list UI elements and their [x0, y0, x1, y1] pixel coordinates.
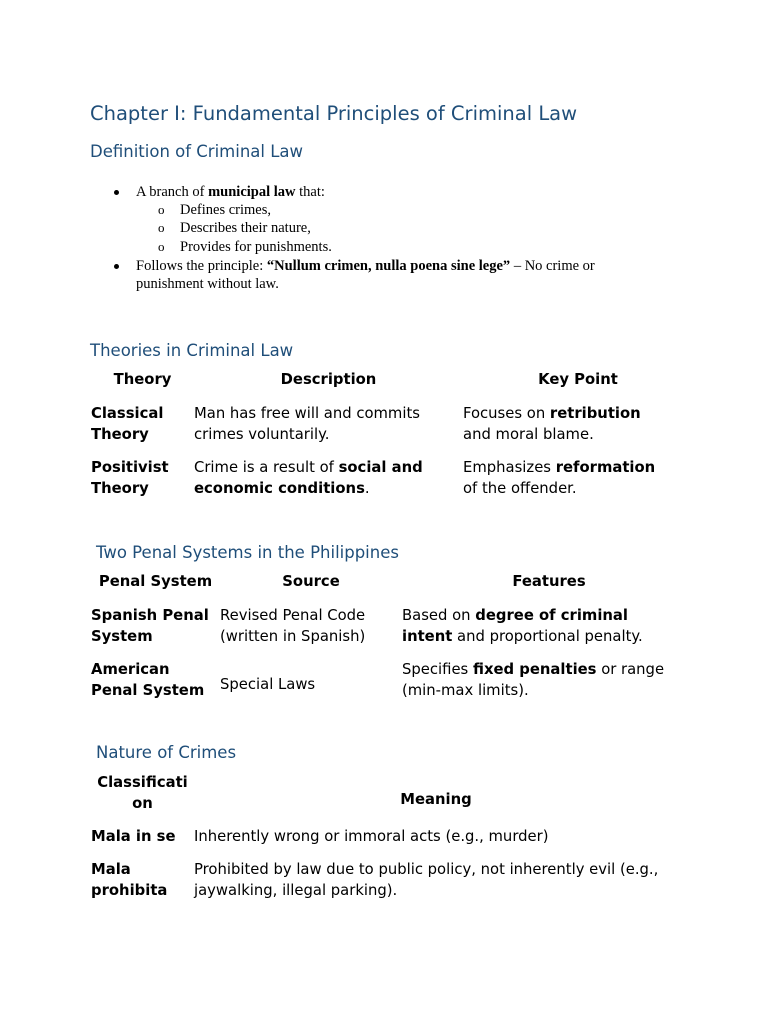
circle-bullet-icon: o — [158, 202, 165, 217]
table-row — [91, 826, 678, 859]
column-header: Meaning — [400, 790, 472, 808]
table-row — [91, 659, 696, 709]
table-row — [91, 605, 696, 659]
table-header-row — [91, 571, 696, 605]
table-row — [91, 457, 693, 507]
table-header-row — [91, 369, 693, 403]
crime-meaning: Inherently wrong or immoral acts (e.g., murder) — [194, 828, 549, 845]
column-header: Description — [280, 371, 377, 388]
bullet-icon — [114, 190, 119, 195]
penal-heading: Two Penal Systems in the Philippines — [96, 543, 399, 562]
definition-list: A branch of municipal law that: o Defines crimes, o Describes their nature, o Provides for punishments. Follows the principle: “Nullum crimen, nulla poena sine lege” – No crime or punishment without law. — [114, 183, 674, 303]
theory-name: Classical Theory — [91, 405, 164, 443]
crime-classification: Mala prohibita — [91, 861, 168, 899]
system-source: Revised Penal Code (written in Spanish) — [220, 607, 366, 645]
theories-table — [91, 369, 693, 507]
crime-classification: Mala in se — [91, 828, 176, 845]
theory-key-point: Focuses on retribution and moral blame. — [463, 405, 641, 443]
nature-heading: Nature of Crimes — [96, 743, 237, 762]
penal-systems-table — [91, 571, 696, 709]
column-header: Penal System — [98, 573, 213, 590]
system-name: Spanish Penal System — [91, 607, 209, 645]
circle-bullet-icon: o — [158, 239, 165, 254]
nature-table — [91, 772, 678, 909]
column-header: Features — [512, 573, 586, 590]
system-name: American Penal System — [91, 661, 205, 699]
table-row — [91, 859, 678, 909]
theory-description: Man has free will and commits crimes voluntarily. — [194, 405, 420, 443]
column-header: Key Point — [538, 371, 618, 388]
system-source: Special Laws — [220, 675, 316, 693]
bullet-icon — [114, 264, 119, 269]
column-header: Classificati on — [97, 774, 188, 812]
theories-heading: Theories in Criminal Law — [90, 341, 294, 360]
system-features: Based on degree of criminal intent and proportional penalty. — [402, 607, 643, 645]
chapter-title: Chapter I: Fundamental Principles of Criminal Law — [90, 102, 578, 125]
system-features: Specifies fixed penalties or range (min-max limits). — [402, 661, 665, 699]
theory-description: Crime is a result of social and economic conditions. — [194, 459, 423, 497]
column-header: Theory — [113, 371, 172, 388]
crime-meaning: Prohibited by law due to public policy, not inherently evil (e.g., jaywalking, illegal parking). — [194, 861, 659, 899]
table-row — [91, 403, 693, 457]
circle-bullet-icon: o — [158, 220, 165, 235]
table-header-row — [91, 772, 678, 826]
theory-key-point: Emphasizes reformation of the offender. — [463, 459, 656, 497]
definition-heading: Definition of Criminal Law — [90, 142, 304, 161]
theory-name: Positivist Theory — [91, 459, 169, 497]
column-header: Source — [282, 573, 340, 590]
